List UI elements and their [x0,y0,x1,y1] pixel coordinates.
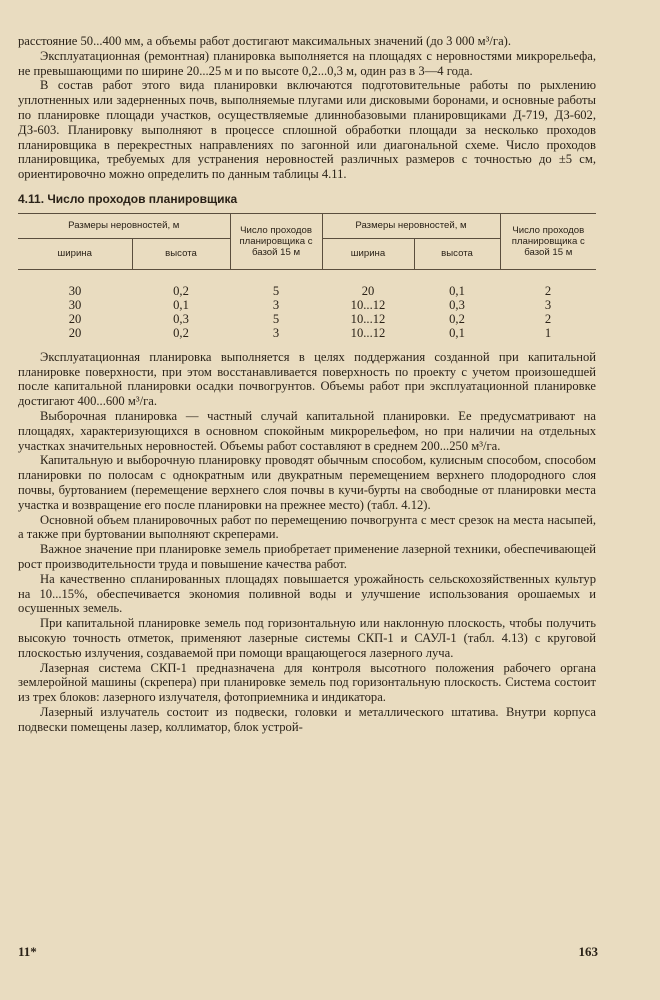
paragraph: В состав работ этого вида планировки включаются подготовительные работы по рыхлению уплотненных или задерненных почв, выполняемые плугами или дисковыми боронами, и основные работы по планировке площади участков, осуществляемые длиннобазовыми планировщиками Д-719, ДЗ-602, ДЗ-603. Планировку выполняют в процессе сплошной обработки площади за несколько проходов планировщика в перекрестных направлениях по загонной или диагональной схеме. Число проходов планировщика, требуемых для устранения неровностей различных размеров с точностью до ±5 см, ориентировочно можно определить по данным таблицы 4.11. [18,78,596,182]
paragraph: Лазерная система СКП-1 предназначена для контроля высотного положения рабочего органа землеройной машины (скрепера) при планировке земель под горизонтальную плоскость. Система состоит из трех блоков: лазерного излучателя, фотоприемника и индикатора. [18,660,596,705]
cell: 20 [68,311,82,326]
header-sizes-right: Размеры неровностей, м [322,213,500,238]
table-row [18,312,596,326]
page-number: 163 [578,944,598,959]
cell: 0,3 [173,311,189,326]
header-height-right: высота [414,238,500,269]
paragraph: На качественно спланированных площадях повышается урожайность сельскохозяйственных культур на 10...15%, обеспечивается экономия поливной воды и улучшение использования орошаемых и осушенных земель. [18,571,596,616]
cell: 1 [544,325,552,340]
paragraph: Основной объем планировочных работ по перемещению почвогрунта с мест срезок на места насыпей, а также при буртовании выполняют скреперами. [18,512,596,542]
cell: 2 [544,311,552,326]
cell: 0,2 [173,283,189,298]
cell: 20 [68,325,82,340]
table-row [18,326,596,340]
header-height-left: высота [132,238,230,269]
cell: 3 [272,297,280,312]
passes-table [18,213,596,340]
signature-mark: 11* [18,944,37,959]
cell: 0,2 [173,325,189,340]
cell: 0,1 [449,283,465,298]
cell: 5 [272,283,280,298]
paragraph: Выборочная планировка — частный случай капитальной планировки. Ее предусматривают на площадях, характеризующихся в основном спокойным микрорельефом, но при наличии на отдельных участках значительных неровностей. Объемы работ составляют в среднем 200...250 м³/га. [18,408,596,453]
header-passes-left: Число проходов планировщика с базой 15 м [230,213,322,269]
header-width-left: ширина [18,238,132,269]
table-title: 4.11. Число проходов планировщика [18,191,238,206]
table-row [18,284,596,298]
cell: 0,1 [173,297,189,312]
paragraph: Важное значение при планировке земель приобретает применение лазерной техники, обеспечивающей рост производительности труда и повышение качества работ. [18,542,596,571]
paragraph: При капитальной планировке земель под горизонтальную или наклонную плоскость, чтобы получить высокую точность отметок, применяют лазерные системы СКП-1 и САУЛ-1 (табл. 4.13) с круговой плоскостью излучения, создаваемой при помощи вращающегося лазерного луча. [18,616,596,660]
cell: 0,2 [449,311,465,326]
cell: 2 [544,283,552,298]
page-body [18,34,596,734]
cell: 0,3 [449,297,465,312]
table-row [18,298,596,312]
cell: 10...12 [350,311,386,326]
paragraph: Лазерный излучатель состоит из подвески, головки и металлического штатива. Внутри корпуса подвески помещены лазер, коллиматор, блок устрой- [18,704,596,734]
cell: 10...12 [350,297,386,312]
cell: 10...12 [350,325,386,340]
header-sizes-left: Размеры неровностей, м [18,213,230,238]
cell: 30 [68,297,82,312]
cell: 0,1 [449,325,465,340]
paragraph: Эксплуатационная планировка выполняется в целях поддержания созданной при капитальной планировке поверхности, при этом восстанавливается поверхность по проекту с учетом произошедшей после капитальной планировки осадки почвогрунтов. Объемы работ при эксплуатационной планировке достигают 400...600 м³/га. [18,349,596,409]
cell: 5 [272,311,280,326]
paragraph: расстояние 50...400 мм, а объемы работ достигают максимальных значений (до 3 000 м³/га). [18,34,512,48]
paragraph: Эксплуатационная (ремонтная) планировка выполняется на площадях с неровностями микрорельефа, не превышающими по ширине 20...25 м и по высоте 0,2...0,3 м, один раз в 3—4 года. [18,48,596,78]
paragraph: Капитальную и выборочную планировку проводят обычным способом, кулисным способом, способом планировки по полосам с однократным или двукратным перемещением верхнего плодородного слоя почвы, буртованием (перемещение верхнего слоя почвы в кучи-бурты на свободные от планировки места участка и возвращение его после планировки на прежнее место) (табл. 4.12). [18,453,596,512]
cell: 20 [361,283,375,298]
cell: 3 [544,297,552,312]
header-passes-right: Число проходов планировщика с базой 15 м [500,213,596,269]
header-width-right: ширина [322,238,414,269]
cell: 3 [272,325,280,340]
cell: 30 [68,283,82,298]
